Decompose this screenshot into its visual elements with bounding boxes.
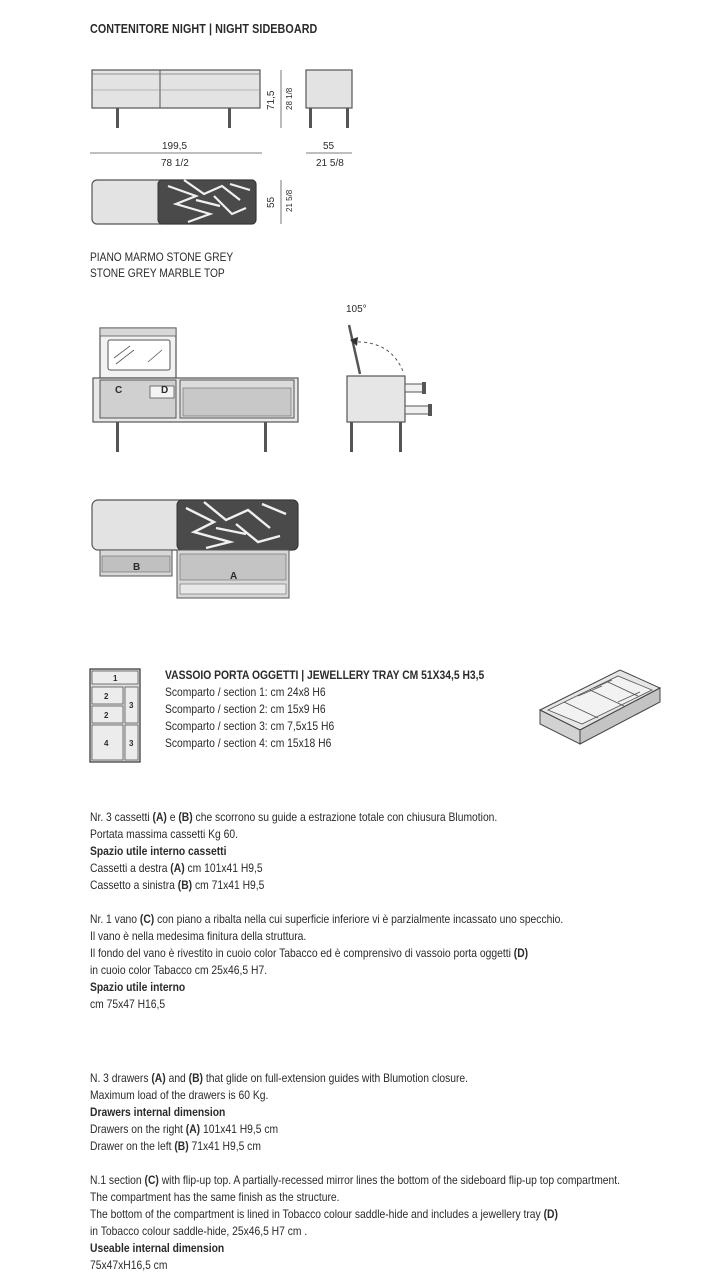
height-cm-label: 71,5	[266, 90, 277, 110]
section-2a-label: 2	[104, 692, 109, 701]
depth-in-label: 21 5/8	[316, 158, 344, 169]
label-d: D	[161, 385, 169, 396]
section-3a-label: 3	[129, 701, 134, 710]
side-view-body	[306, 70, 352, 108]
sideboard-leg-left	[116, 108, 119, 128]
section-4-label: 4	[104, 739, 109, 748]
it-space-title: Spazio utile interno cassetti	[90, 844, 227, 858]
en-load-line: Maximum load of the drawers is 60 Kg.	[90, 1088, 269, 1102]
tray-section-2: Scomparto / section 2: cm 15x9 H6	[165, 702, 326, 716]
en-interior-title: Useable internal dimension	[90, 1241, 225, 1255]
mirror	[108, 340, 170, 370]
sideboard-leg-right	[228, 108, 231, 128]
depth-cm-label: 55	[323, 141, 335, 152]
tray-section-1: Scomparto / section 1: cm 24x8 H6	[165, 685, 326, 699]
open-lid-side	[349, 325, 360, 374]
height-in-label: 28 1/8	[285, 87, 294, 110]
tray-section-3: Scomparto / section 3: cm 7,5x15 H6	[165, 719, 335, 733]
sideboard-front-body	[92, 70, 260, 108]
page-title: CONTENITORE NIGHT | NIGHT SIDEBOARD	[90, 22, 318, 36]
side-section-body	[347, 376, 405, 422]
marble-caption-it: PIANO MARMO STONE GREY	[90, 250, 234, 264]
en-lining-line: The bottom of the compartment is lined in Tobacco colour saddle-hide and includes a jewellery tray (D)	[90, 1207, 558, 1221]
it-finish-line: Il vano è nella medesima finitura della struttura.	[90, 929, 307, 943]
tray-section-diagram	[89, 668, 149, 768]
tray-isometric-drawing	[534, 662, 674, 752]
front-elevation-drawing	[0, 0, 712, 240]
it-interior-title: Spazio utile interno	[90, 980, 186, 994]
tray-section-4: Scomparto / section 4: cm 15x18 H6	[165, 736, 332, 750]
angle-label: 105°	[346, 304, 367, 315]
label-b: B	[133, 562, 141, 573]
it-vano-line: Nr. 1 vano (C) con piano a ribalta nella cui superficie inferiore vi è parzialmente incassato uno specchio.	[90, 912, 564, 926]
it-left-line: Cassetto a sinistra (B) cm 71x41 H9,5	[90, 878, 265, 892]
tray-sections	[165, 684, 334, 752]
it-compartment-block	[90, 911, 563, 1013]
en-space-title: Drawers internal dimension	[90, 1105, 226, 1119]
en-interior-line: 75x47xH16,5 cm	[90, 1258, 168, 1272]
side-leg-right	[346, 108, 349, 128]
en-drawers-line: N. 3 drawers (A) and (B) that glide on full-extension guides with Blumotion closure.	[90, 1071, 469, 1085]
width-cm-label: 199,5	[162, 141, 188, 152]
top-depth-cm-label: 55	[266, 196, 277, 208]
it-lining-line-2: in cuoio color Tabacco cm 25x46,5 H7.	[90, 963, 268, 977]
marble-caption-en: STONE GREY MARBLE TOP	[90, 266, 225, 280]
it-lining-line: Il fondo del vano è rivestito in cuoio color Tabacco ed è comprensivo di vassoio porta oggetti (D)	[90, 946, 529, 960]
en-section-line: N.1 section (C) with flip-up top. A partially-recessed mirror lines the bottom of the sideboard flip-up top compartment.	[90, 1173, 621, 1187]
it-drawers-block	[90, 809, 497, 894]
en-right-line: Drawers on the right (A) 101x41 H9,5 cm	[90, 1122, 279, 1136]
drawer-open-bottom	[405, 406, 431, 414]
tray-title: VASSOIO PORTA OGGETTI | JEWELLERY TRAY CM 51X34,5 H3,5	[165, 668, 485, 682]
it-drawers-line: Nr. 3 cassetti (A) e (B) che scorrono su guide a estrazione totale con chiusura Blumotion.	[90, 810, 498, 824]
width-in-label: 78 1/2	[161, 158, 189, 169]
en-compartment-block	[90, 1172, 620, 1274]
en-left-line: Drawer on the left (B) 71x41 H9,5 cm	[90, 1139, 261, 1153]
marble-caption	[90, 249, 233, 281]
section-1-label: 1	[113, 674, 118, 683]
top-depth-in-label: 21 5/8	[285, 189, 294, 212]
en-drawers-block	[90, 1070, 468, 1155]
side-leg-left	[309, 108, 312, 128]
it-interior-line: cm 75x47 H16,5	[90, 997, 166, 1011]
plan-drawers-drawing	[0, 490, 712, 610]
en-lining-line-2: in Tobacco colour saddle-hide, 25x46,5 H7 cm .	[90, 1224, 308, 1238]
label-c: C	[115, 385, 123, 396]
section-2b-label: 2	[104, 711, 109, 720]
it-load-line: Portata massima cassetti Kg 60.	[90, 827, 238, 841]
en-finish-line: The compartment has the same finish as the structure.	[90, 1190, 340, 1204]
label-a: A	[230, 571, 238, 582]
open-flip-up-drawing	[0, 290, 712, 490]
section-3b-label: 3	[129, 739, 134, 748]
it-right-line: Cassetti a destra (A) cm 101x41 H9,5	[90, 861, 263, 875]
